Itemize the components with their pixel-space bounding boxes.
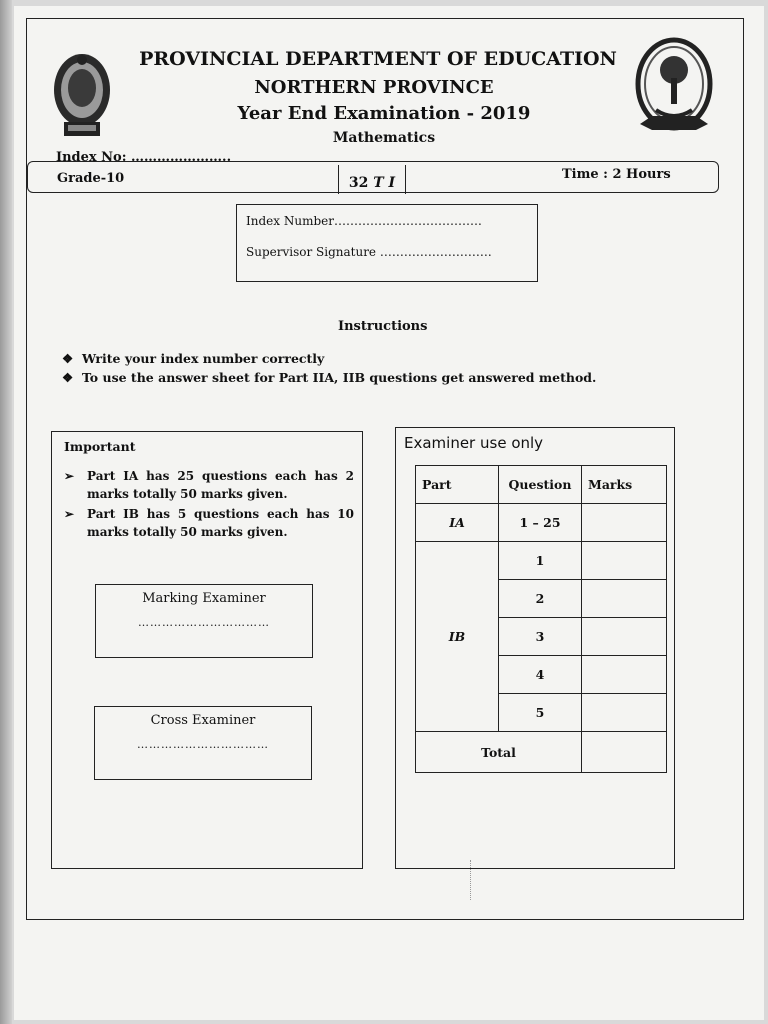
instructions-title: Instructions xyxy=(338,319,428,334)
table-total-row xyxy=(416,732,667,773)
instruction-item xyxy=(62,370,596,385)
table-header-row xyxy=(416,466,667,504)
index-signature-box xyxy=(236,204,538,282)
total-label: Total xyxy=(416,732,582,773)
marks-cell xyxy=(582,618,667,656)
question-cell: 5 xyxy=(499,694,582,732)
exam-title: Year End Examination - 2019 xyxy=(237,103,531,124)
time-label: Time : 2 Hours xyxy=(562,167,671,182)
header-marks: Marks xyxy=(582,466,667,504)
marks-cell xyxy=(582,504,667,542)
part-cell: IA xyxy=(416,504,499,542)
paper-code-part: T I xyxy=(373,175,396,191)
total-marks-cell xyxy=(582,732,667,773)
question-cell: 1 xyxy=(499,542,582,580)
diamond-bullet-icon: ❖ xyxy=(62,370,74,385)
instruction-text: To use the answer sheet for Part IIA, IIB questions get answered method. xyxy=(81,370,597,385)
cross-examiner-label: Cross Examiner xyxy=(150,713,256,728)
province-title: NORTHERN PROVINCE xyxy=(254,77,494,98)
index-no-field: Index No: ………………….. xyxy=(56,150,232,165)
paper-code xyxy=(338,165,406,194)
important-text: Part IB has 5 questions each has 10 marks totally 50 marks given. xyxy=(87,507,354,539)
marking-examiner-box xyxy=(95,584,313,658)
important-text: Part IA has 25 questions each has 2 marks totally 50 marks given. xyxy=(87,469,354,501)
important-item xyxy=(64,505,354,541)
marks-table xyxy=(415,465,667,773)
part-cell: IB xyxy=(416,542,499,732)
question-cell: 1 – 25 xyxy=(499,504,582,542)
scan-edge xyxy=(0,0,12,1024)
diamond-bullet-icon: ❖ xyxy=(62,351,74,366)
scan-mark xyxy=(470,860,473,900)
instruction-text: Write your index number correctly xyxy=(81,351,325,366)
marking-examiner-line: …………………………… xyxy=(138,616,270,629)
important-item xyxy=(64,467,354,503)
subject-title: Mathematics xyxy=(332,130,436,146)
marks-cell xyxy=(582,656,667,694)
cross-examiner-line: …………………………… xyxy=(137,738,269,751)
header-part: Part xyxy=(416,466,499,504)
instruction-item xyxy=(62,351,324,366)
marks-cell xyxy=(582,694,667,732)
table-row xyxy=(416,504,667,542)
arrow-bullet-icon: ➢ xyxy=(64,469,75,483)
header-question: Question xyxy=(499,466,582,504)
arrow-bullet-icon: ➢ xyxy=(64,507,75,521)
marks-cell xyxy=(582,542,667,580)
marking-examiner-label: Marking Examiner xyxy=(142,591,266,606)
cross-examiner-box xyxy=(94,706,312,780)
important-title: Important xyxy=(64,439,136,454)
question-cell: 3 xyxy=(499,618,582,656)
index-number-line: Index Number………………………………. xyxy=(246,214,482,228)
marks-cell xyxy=(582,580,667,618)
paper-code-number: 32 xyxy=(348,175,369,191)
grade-label: Grade-10 xyxy=(57,171,125,186)
question-cell: 2 xyxy=(499,580,582,618)
supervisor-signature-line: Supervisor Signature ………………………. xyxy=(246,245,492,259)
table-row xyxy=(416,542,667,580)
department-title: PROVINCIAL DEPARTMENT OF EDUCATION xyxy=(139,48,617,70)
question-cell: 4 xyxy=(499,656,582,694)
examiner-use-title: Examiner use only xyxy=(404,434,544,452)
